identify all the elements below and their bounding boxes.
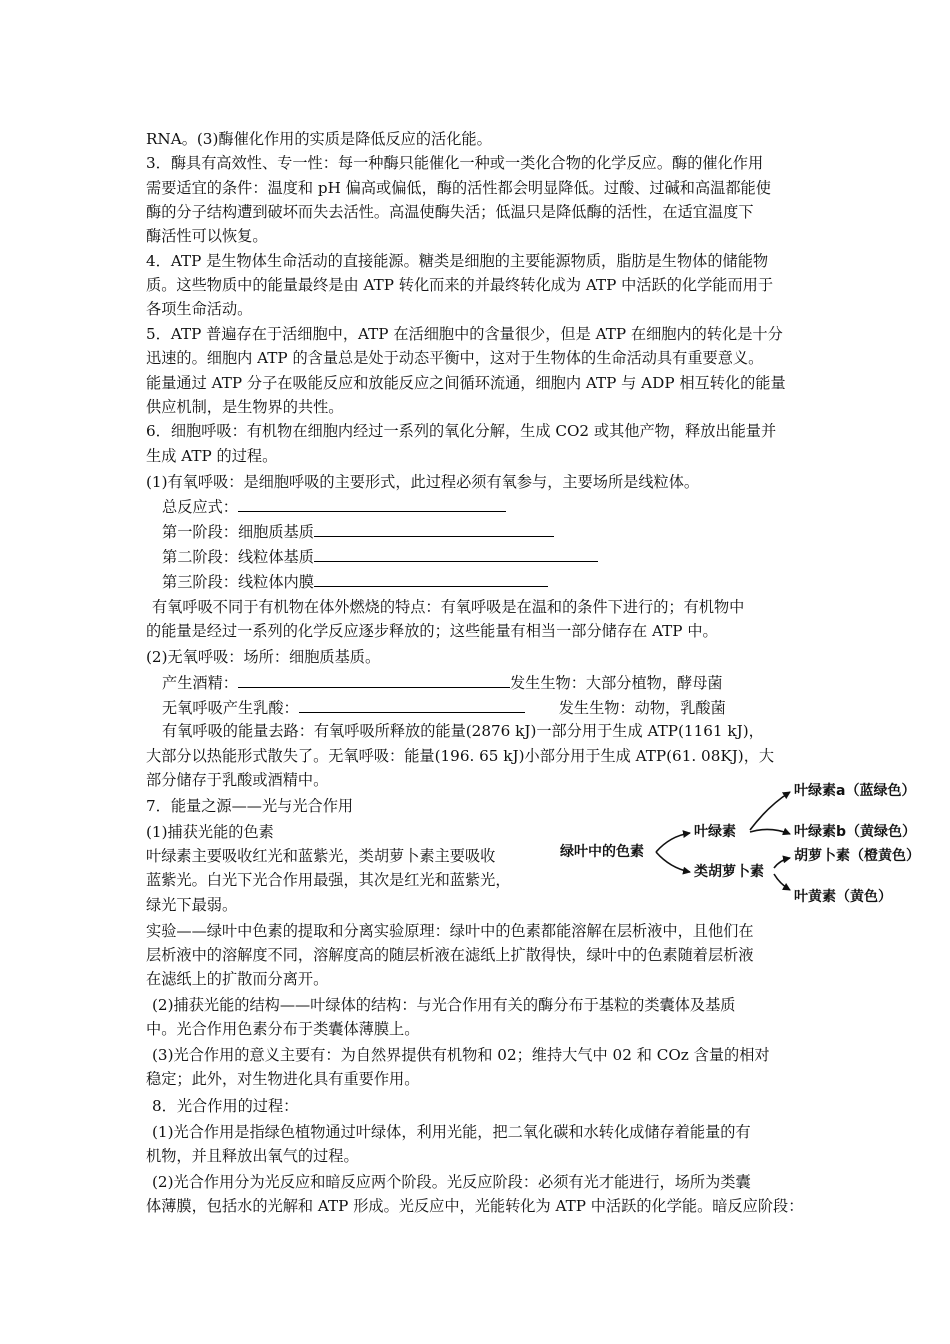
text-line: 5．ATP 普遍存在于活细胞中，ATP 在活细胞中的含量很少，但是 ATP 在细胞内的转化是十分: [146, 325, 783, 343]
text-line: 酶活性可以恢复。: [146, 227, 268, 245]
answer-blank[interactable]: [314, 545, 598, 562]
chlorophyll-label: 叶绿素: [694, 824, 736, 840]
answer-blank[interactable]: [314, 570, 548, 587]
fill-in-label: 产生酒精：: [162, 674, 238, 692]
section-heading: 8．光合作用的过程：: [152, 1097, 299, 1115]
fill-in-line: [162, 495, 506, 518]
organism-note: 发生生物：动物，乳酸菌: [558, 699, 726, 717]
text-line: 在滤纸上的扩散而分离开。: [146, 970, 329, 988]
text-line: 中。光合作用色素分布于类囊体薄膜上。: [146, 1020, 420, 1038]
text-line: 酶的分子结构遭到破坏而失去活性。高温使酶失活；低温只是降低酶的活性，在适宜温度下: [146, 203, 754, 221]
fill-in-line: [162, 520, 554, 543]
text-line: 体薄膜，包括水的光解和 ATP 形成。光反应中，光能转化为 ATP 中活跃的化学能。暗反应阶段：: [146, 1197, 804, 1215]
chlorophyll-a-label: 叶绿素a（蓝绿色）: [794, 783, 916, 799]
section-heading: 7．能量之源——光与光合作用: [146, 797, 354, 815]
text-line: (2)光合作用分为光反应和暗反应两个阶段。光反应阶段：必须有光才能进行，场所为类囊: [152, 1173, 751, 1191]
fill-in-label: 无氧呼吸产生乳酸：: [162, 699, 299, 717]
text-line: 能量通过 ATP 分子在吸能反应和放能反应之间循环流通，细胞内 ATP 与 ADP 相互转化的能量: [146, 374, 786, 392]
fill-in-line: [162, 570, 548, 593]
text-line: (1)捕获光能的色素: [146, 823, 274, 841]
branch-arrow: [774, 874, 790, 890]
diagram-root-label: 绿叶中的色素: [560, 844, 644, 860]
text-line: 绿光下最弱。: [146, 896, 238, 914]
xanthophyll-label: 叶黄素（黄色）: [794, 889, 892, 905]
fill-in-label: 总反应式：: [162, 498, 238, 516]
text-line: 稳定；此外，对生物进化具有重要作用。: [146, 1070, 420, 1088]
fill-in-label: 第三阶段：线粒体内膜: [162, 573, 314, 591]
fill-in-line: [162, 545, 598, 568]
text-line: 实验——绿叶中色素的提取和分离实验原理：绿叶中的色素都能溶解在层析液中，且他们在: [146, 922, 754, 940]
text-line: 有氧呼吸不同于有机物在体外燃烧的特点：有氧呼吸是在温和的条件下进行的；有机物中: [152, 598, 745, 616]
fill-in-line: [162, 696, 726, 719]
text-line: 供应机制，是生物界的共性。: [146, 398, 344, 416]
branch-arrow: [656, 852, 690, 872]
text-line: RNA。(3)酶催化作用的实质是降低反应的活化能。: [146, 130, 492, 148]
text-line: 部分储存于乳酸或酒精中。: [146, 771, 329, 789]
text-line: (1)有氧呼吸：是细胞呼吸的主要形式，此过程必须有氧参与，主要场所是线粒体。: [146, 473, 700, 491]
carotene-label: 胡萝卜素（橙黄色）: [794, 848, 920, 864]
answer-blank[interactable]: [238, 671, 510, 688]
text-line: 蓝紫光。白光下光合作用最强，其次是红光和蓝紫光，: [146, 871, 511, 889]
text-line: 有氧呼吸的能量去路：有氧呼吸所释放的能量(2876 kJ)一部分用于生成 ATP(1161 kJ)，: [162, 722, 764, 740]
fill-in-label: 第二阶段：线粒体基质: [162, 548, 314, 566]
text-line: 6．细胞呼吸：有机物在细胞内经过一系列的氧化分解，生成 CO2 或其他产物，释放出能量并: [146, 422, 777, 440]
answer-blank[interactable]: [314, 520, 554, 537]
branch-arrow: [750, 792, 790, 830]
branch-arrow: [656, 833, 690, 852]
text-line: 3．酶具有高效性、专一性：每一种酶只能催化一种或一类化合物的化学反应。酶的催化作用: [146, 154, 764, 172]
text-line: 机物，并且释放出氧气的过程。: [146, 1147, 359, 1165]
text-line: 迅速的。细胞内 ATP 的含量总是处于动态平衡中，这对于生物体的生命活动具有重要意义。: [146, 349, 764, 367]
text-line: 质。这些物质中的能量最终是由 ATP 转化而来的并最终转化成为 ATP 中活跃的化学能而用于: [146, 276, 774, 294]
text-line: 的能量是经过一系列的化学反应逐步释放的；这些能量有相当一部分储存在 ATP 中。: [146, 622, 718, 640]
branch-arrow: [750, 829, 790, 834]
organism-note: 发生生物：大部分植物，酵母菌: [509, 674, 723, 692]
carotenoid-label: 类胡萝卜素: [694, 864, 764, 880]
pigment-classification-diagram: [558, 776, 950, 912]
text-line: 大部分以热能形式散失了。无氧呼吸：能量(196. 65 kJ)小部分用于生成 ATP(61. 08KJ)，大: [146, 747, 775, 765]
text-line: 4．ATP 是生物体生命活动的直接能源。糖类是细胞的主要能源物质，脂肪是生物体的储能物: [146, 252, 769, 270]
text-line: (3)光合作用的意义主要有：为自然界提供有机物和 02；维持大气中 02 和 COz 含量的相对: [152, 1046, 770, 1064]
text-line: (2)无氧呼吸：场所：细胞质基质。: [146, 648, 381, 666]
chlorophyll-b-label: 叶绿素b（黄绿色）: [794, 824, 917, 840]
text-line: 各项生命活动。: [146, 300, 253, 318]
text-line: 层析液中的溶解度不同，溶解度高的随层析液在滤纸上扩散得快，绿叶中的色素随着层析液: [146, 946, 754, 964]
text-line: (1)光合作用是指绿色植物通过叶绿体，利用光能，把二氧化碳和水转化成储存着能量的有: [152, 1123, 751, 1141]
text-line: 生成 ATP 的过程。: [146, 447, 278, 465]
answer-blank[interactable]: [299, 696, 525, 713]
fill-in-line: [162, 671, 723, 694]
text-line: (2)捕获光能的结构——叶绿体的结构：与光合作用有关的酶分布于基粒的类囊体及基质: [152, 996, 736, 1014]
text-line: 需要适宜的条件：温度和 pH 偏高或偏低，酶的活性都会明显降低。过酸、过碱和高温都能使: [146, 179, 771, 197]
answer-blank[interactable]: [238, 495, 506, 512]
text-line: 叶绿素主要吸收红光和蓝紫光，类胡萝卜素主要吸收: [146, 847, 496, 865]
branch-arrow: [774, 858, 790, 868]
fill-in-label: 第一阶段：细胞质基质: [162, 523, 314, 541]
